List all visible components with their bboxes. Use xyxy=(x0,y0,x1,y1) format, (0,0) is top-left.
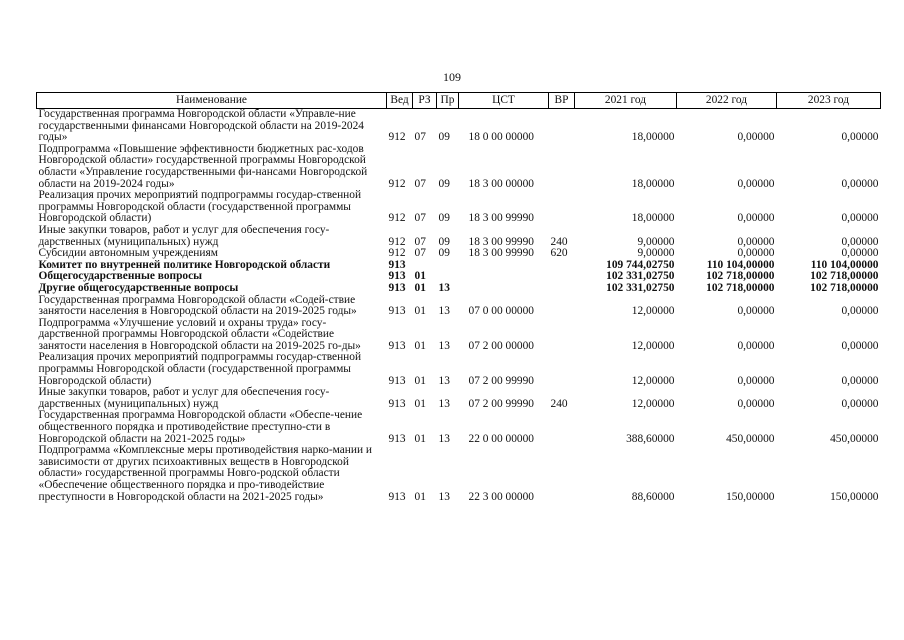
row-amount-2023: 0,00000 xyxy=(841,397,879,410)
row-amount-2022: 102 718,00000 xyxy=(706,270,775,283)
row-vr xyxy=(549,410,575,445)
row-amount-2022: 0,00000 xyxy=(737,247,775,260)
row-name: Иные закупки товаров, работ и услуг для обеспечения госу-дарственных (муниципальных) нужд xyxy=(38,223,330,248)
row-amount-2022: 0,00000 xyxy=(737,339,775,352)
row-amount-2023: 0,00000 xyxy=(841,235,879,248)
row-ved: 913 xyxy=(388,305,406,318)
row-name: Государственная программа Новгородской области «Содей-ствие занятости населения в Новгородской области на 2019-2025 годы» xyxy=(38,293,357,318)
row-vr xyxy=(549,318,575,353)
row-amount-2023: 0,00000 xyxy=(841,374,879,387)
row-pr: 09 xyxy=(438,247,450,260)
row-amount-2022: 450,00000 xyxy=(726,432,775,445)
row-amount-2022: 0,00000 xyxy=(737,212,775,225)
row-amount-2022: 0,00000 xyxy=(737,131,775,144)
row-amount-2023: 0,00000 xyxy=(841,177,879,190)
row-amount-2023: 450,00000 xyxy=(830,432,879,445)
row-name: Комитет по внутренней политике Новгородской области xyxy=(38,258,331,271)
header-ved: Вед xyxy=(387,93,413,109)
row-amount-2023: 0,00000 xyxy=(841,131,879,144)
row-rz: 07 xyxy=(414,131,426,144)
row-rz: 01 xyxy=(414,339,426,352)
row-amount-2022: 0,00000 xyxy=(737,374,775,387)
row-ved: 913 xyxy=(388,490,406,503)
table-row xyxy=(37,190,881,225)
row-amount-2021: 12,00000 xyxy=(631,339,675,352)
row-amount-2021: 388,60000 xyxy=(626,432,675,445)
row-cst: 22 0 00 00000 xyxy=(468,432,534,445)
row-amount-2021: 18,00000 xyxy=(631,177,675,190)
header-rz: РЗ xyxy=(413,93,437,109)
row-amount-2023: 150,00000 xyxy=(830,490,879,503)
table-header-row xyxy=(37,93,881,109)
table-row xyxy=(37,387,881,410)
row-amount-2021: 109 744,02750 xyxy=(606,258,675,271)
row-name: Подпрограмма «Комплексные меры противодействия нарко-мании и зависимости от других психоактивных веществ в Новгородской области» государственной программы Новго-родской области «Обеспечение общественного порядка и про-тиводействие преступности в Новгородской области на 2021-2025 годы» xyxy=(38,444,373,503)
row-amount-2021: 88,60000 xyxy=(631,490,675,503)
row-name: Государственная программа Новгородской области «Обеспе-чение общественного порядка и противодействие преступно-сти в Новгородской области на 2021-2025 годы» xyxy=(38,409,363,445)
row-amount-2021: 18,00000 xyxy=(631,212,675,225)
row-rz: 01 xyxy=(414,281,426,294)
row-ved: 912 xyxy=(388,212,406,225)
row-name: Общегосударственные вопросы xyxy=(38,270,203,283)
row-rz: 01 xyxy=(414,490,426,503)
row-vr xyxy=(549,295,575,318)
row-cst: 18 3 00 99990 xyxy=(468,212,534,225)
table-row xyxy=(37,318,881,353)
row-name: Субсидии автономным учреждениям xyxy=(38,247,218,260)
row-vr xyxy=(549,260,575,272)
row-amount-2023: 0,00000 xyxy=(841,212,879,225)
row-amount-2021: 9,00000 xyxy=(637,235,675,248)
row-ved: 913 xyxy=(388,258,406,271)
row-amount-2021: 18,00000 xyxy=(631,131,675,144)
table-row xyxy=(37,352,881,387)
header-2023: 2023 год xyxy=(777,93,881,109)
row-ved: 912 xyxy=(388,235,406,248)
row-amount-2023: 0,00000 xyxy=(841,305,879,318)
table-row xyxy=(37,283,881,295)
row-pr: 09 xyxy=(438,177,450,190)
row-pr: 09 xyxy=(438,131,450,144)
row-amount-2022: 102 718,00000 xyxy=(706,281,775,294)
row-pr: 13 xyxy=(438,432,450,445)
row-ved: 912 xyxy=(388,247,406,260)
row-amount-2022: 0,00000 xyxy=(737,305,775,318)
row-rz: 01 xyxy=(414,374,426,387)
row-cst: 07 0 00 00000 xyxy=(468,305,534,318)
row-pr: 13 xyxy=(438,281,450,294)
row-pr: 09 xyxy=(438,212,450,225)
row-amount-2023: 110 104,00000 xyxy=(810,258,879,271)
header-2021: 2021 год xyxy=(575,93,677,109)
row-rz: 07 xyxy=(414,212,426,225)
row-amount-2022: 0,00000 xyxy=(737,397,775,410)
budget-table xyxy=(36,92,881,503)
row-name: Государственная программа Новгородской области «Управле-ние государственными финансами Новгородской области на 2019-2024 годы» xyxy=(38,108,364,144)
row-cst: 22 3 00 00000 xyxy=(468,490,534,503)
table-row xyxy=(37,445,881,503)
row-vr xyxy=(549,352,575,387)
row-cst: 07 2 00 99990 xyxy=(468,397,534,410)
row-rz: 01 xyxy=(414,305,426,318)
row-name: Реализация прочих мероприятий подпрограммы государ-ственной программы Новгородской области (государственной программы Новгородской области) xyxy=(38,189,362,225)
row-pr: 13 xyxy=(438,490,450,503)
row-vr xyxy=(549,283,575,295)
header-pr: Пр xyxy=(437,93,459,109)
table-row xyxy=(37,248,881,260)
table-row xyxy=(37,144,881,190)
row-vr: 240 xyxy=(550,397,568,410)
row-pr: 13 xyxy=(438,305,450,318)
row-ved: 913 xyxy=(388,339,406,352)
row-rz: 07 xyxy=(414,247,426,260)
table-row xyxy=(37,410,881,445)
row-name: Другие общегосударственные вопросы xyxy=(38,281,239,294)
row-vr: 240 xyxy=(550,235,568,248)
row-amount-2022: 150,00000 xyxy=(726,490,775,503)
row-cst: 07 2 00 99990 xyxy=(468,374,534,387)
row-name: Реализация прочих мероприятий подпрограммы государ-ственной программы Новгородской области (государственной программы Новгородской области) xyxy=(38,351,362,387)
row-amount-2021: 102 331,02750 xyxy=(606,270,675,283)
table-row xyxy=(37,295,881,318)
row-vr xyxy=(549,271,575,283)
row-pr: 13 xyxy=(438,397,450,410)
row-ved: 912 xyxy=(388,131,406,144)
row-amount-2023: 102 718,00000 xyxy=(810,281,879,294)
row-rz: 01 xyxy=(414,397,426,410)
row-ved: 913 xyxy=(388,270,406,283)
row-amount-2021: 12,00000 xyxy=(631,305,675,318)
row-vr xyxy=(549,144,575,190)
row-cst xyxy=(459,260,549,272)
row-cst: 18 3 00 99990 xyxy=(468,247,534,260)
row-name: Подпрограмма «Улучшение условий и охраны труда» госу-дарственной программы Новгородской области «Содействие занятости населения в Новгородской области на 2019-2025 го-ды» xyxy=(38,316,361,352)
row-rz: 01 xyxy=(414,270,426,283)
row-vr: 620 xyxy=(550,247,568,260)
header-name: Наименование xyxy=(37,93,387,109)
row-amount-2021: 9,00000 xyxy=(637,247,675,260)
row-cst: 18 3 00 99990 xyxy=(468,235,534,248)
row-name: Подпрограмма «Повышение эффективности бюджетных рас-ходов Новгородской области» государственной программы Новгородской области «Управление государственными фи-нансами Новгородской области на 2019-2024 годы» xyxy=(38,142,368,190)
table-row xyxy=(37,225,881,248)
row-cst: 18 0 00 00000 xyxy=(468,131,534,144)
header-cst: ЦСТ xyxy=(459,93,549,109)
table-row xyxy=(37,109,881,144)
row-pr: 13 xyxy=(438,374,450,387)
row-rz: 07 xyxy=(414,177,426,190)
row-cst xyxy=(459,283,549,295)
row-amount-2021: 12,00000 xyxy=(631,374,675,387)
table-body xyxy=(37,109,881,504)
row-ved: 913 xyxy=(388,374,406,387)
row-amount-2022: 110 104,00000 xyxy=(706,258,775,271)
row-vr xyxy=(549,109,575,144)
row-cst xyxy=(459,271,549,283)
row-amount-2023: 0,00000 xyxy=(841,247,879,260)
row-amount-2021: 12,00000 xyxy=(631,397,675,410)
row-ved: 913 xyxy=(388,432,406,445)
row-vr xyxy=(549,190,575,225)
page-number: 109 xyxy=(443,70,461,84)
row-name: Иные закупки товаров, работ и услуг для обеспечения госу-дарственных (муниципальных) нужд xyxy=(38,386,330,410)
row-pr: 09 xyxy=(438,235,450,248)
row-pr xyxy=(437,260,459,272)
row-vr xyxy=(549,445,575,503)
row-amount-2022: 0,00000 xyxy=(737,177,775,190)
header-2022: 2022 год xyxy=(677,93,777,109)
row-amount-2021: 102 331,02750 xyxy=(606,281,675,294)
header-vr: ВР xyxy=(549,93,575,109)
row-ved: 912 xyxy=(388,177,406,190)
row-amount-2023: 102 718,00000 xyxy=(810,270,879,283)
row-ved: 913 xyxy=(388,397,406,410)
row-amount-2022: 0,00000 xyxy=(737,235,775,248)
row-rz: 01 xyxy=(414,432,426,445)
row-pr: 13 xyxy=(438,339,450,352)
row-amount-2023: 0,00000 xyxy=(841,339,879,352)
row-cst: 18 3 00 00000 xyxy=(468,177,534,190)
row-rz: 07 xyxy=(414,235,426,248)
row-cst: 07 2 00 00000 xyxy=(468,339,534,352)
row-ved: 913 xyxy=(388,281,406,294)
